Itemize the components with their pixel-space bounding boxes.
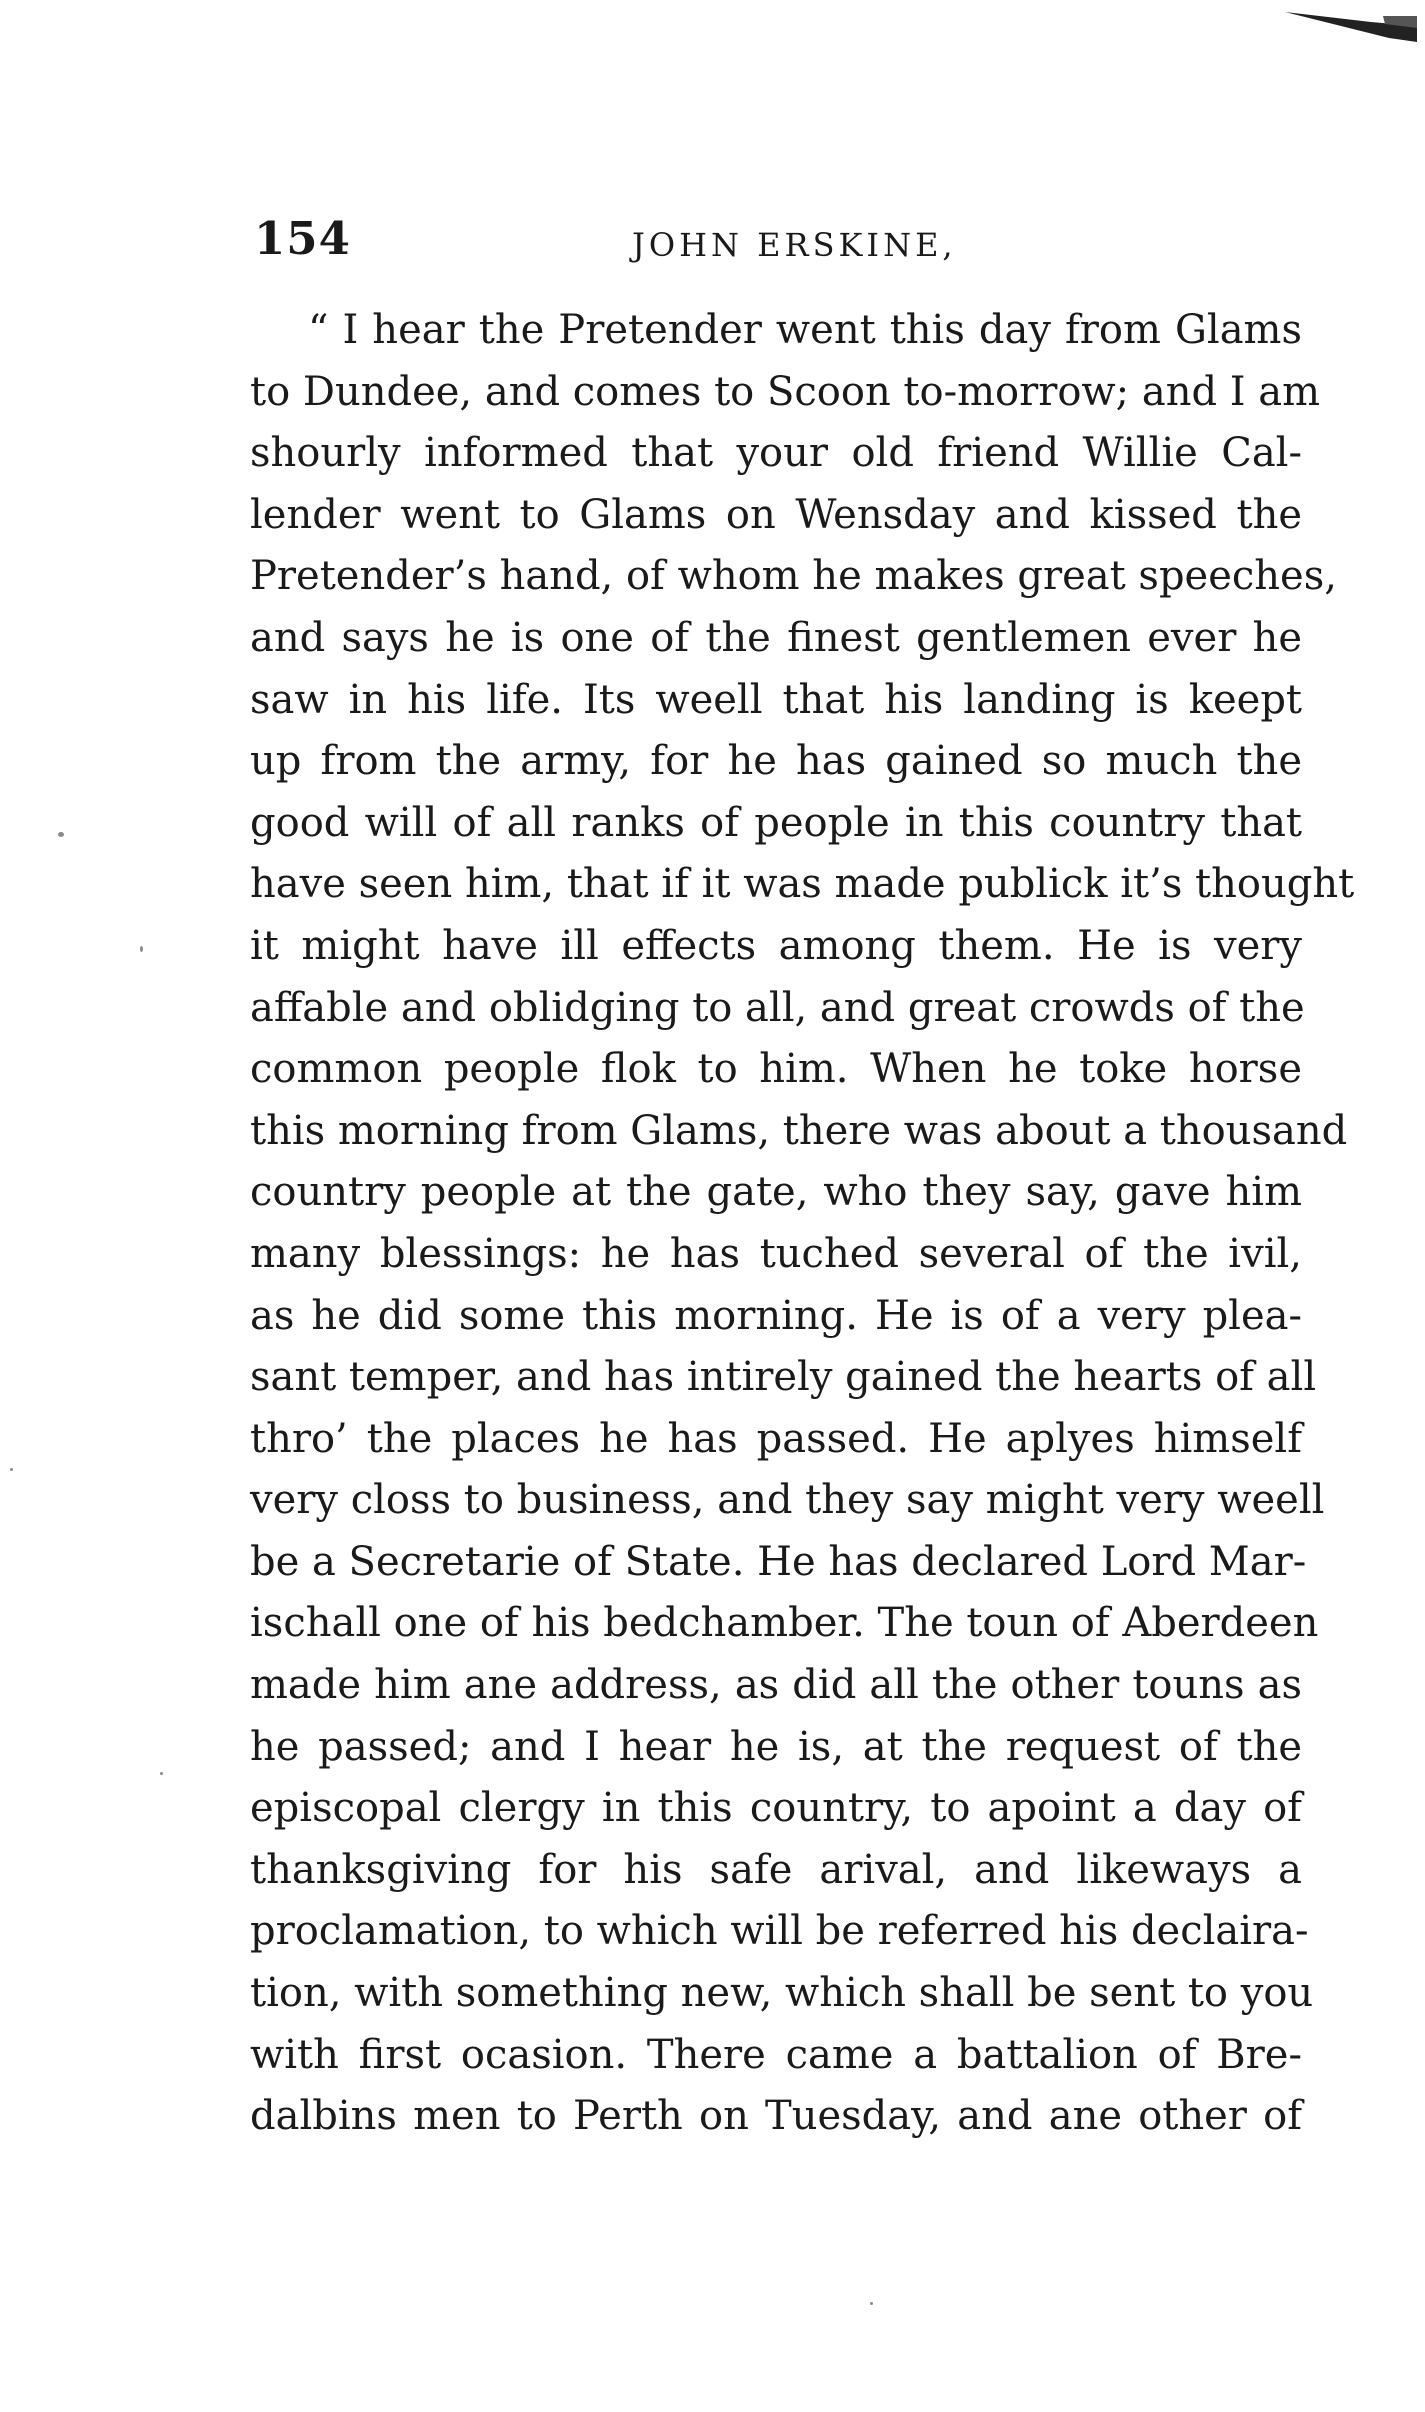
text-line: good will of all ranks of people in this country that [250, 799, 1302, 846]
text-line: many blessings: he has tuched several of the ivil, [250, 1230, 1302, 1277]
text-line: thanksgiving for his safe arival, and likeways a [250, 1846, 1302, 1893]
text-line: affable and oblidging to all, and great crowds of the [250, 984, 1305, 1031]
text-line: sant temper, and has intirely gained the hearts of all [250, 1354, 1317, 1401]
margin-speck [58, 832, 64, 837]
body-text [250, 300, 1355, 2148]
page-number: 154 [254, 212, 351, 265]
margin-speck [140, 946, 143, 952]
text-line: up from the army, for he has gained so much the [250, 738, 1302, 785]
text-line: saw in his life. Its weell that his landing is keept [250, 676, 1302, 723]
margin-speck [10, 1468, 13, 1471]
text-line: ischall one of his bedchamber. The toun of Aberdeen [250, 1600, 1319, 1647]
text-line: episcopal clergy in this country, to apoint a day of [250, 1785, 1302, 1832]
text-line: Pretender’s hand, of whom he makes great speeches, [250, 553, 1337, 600]
text-line: to Dundee, and comes to Scoon to-morrow; and I am [250, 368, 1321, 415]
text-line: this morning from Glams, there was about a thousand [250, 1107, 1348, 1154]
text-line: country people at the gate, who they say, gave him [250, 1169, 1302, 1216]
text-line: very closs to business, and they say might very weell [250, 1477, 1325, 1524]
margin-speck [870, 2302, 873, 2305]
margin-speck [160, 1772, 163, 1775]
text-line: and says he is one of the finest gentlemen ever he [250, 614, 1302, 661]
text-line: it might have ill effects among them. He is very [250, 922, 1302, 969]
text-line: shourly informed that your old friend Willie Cal- [250, 430, 1302, 477]
text-line: with first ocasion. There came a battalion of Bre- [250, 2031, 1302, 2078]
page-header [254, 204, 1294, 274]
text-line: be a Secretarie of State. He has declared Lord Mar- [250, 1538, 1307, 1585]
text-line: “ I hear the Pretender went this day from Glams [308, 307, 1302, 353]
running-head: JOHN ERSKINE, [632, 226, 957, 264]
text-line: proclamation, to which will be referred his declaira- [250, 1908, 1309, 1955]
text-line: have seen him, that if it was made publick it’s thought [250, 861, 1355, 908]
text-line: he passed; and I hear he is, at the request of the [250, 1723, 1302, 1770]
text-line: as he did some this morning. He is of a very plea- [250, 1292, 1302, 1339]
corner-scan-mark [1285, 8, 1417, 42]
text-line: thro’ the places he has passed. He aplyes himself [250, 1415, 1302, 1462]
text-line: made him ane address, as did all the other touns as [250, 1662, 1302, 1709]
text-line: lender went to Glams on Wensday and kissed the [250, 491, 1302, 538]
text-line: common people flok to him. When he toke horse [250, 1046, 1302, 1093]
text-line: tion, with something new, which shall be sent to you [250, 1970, 1314, 2017]
text-line: dalbins men to Perth on Tuesday, and ane other of [250, 2093, 1302, 2140]
